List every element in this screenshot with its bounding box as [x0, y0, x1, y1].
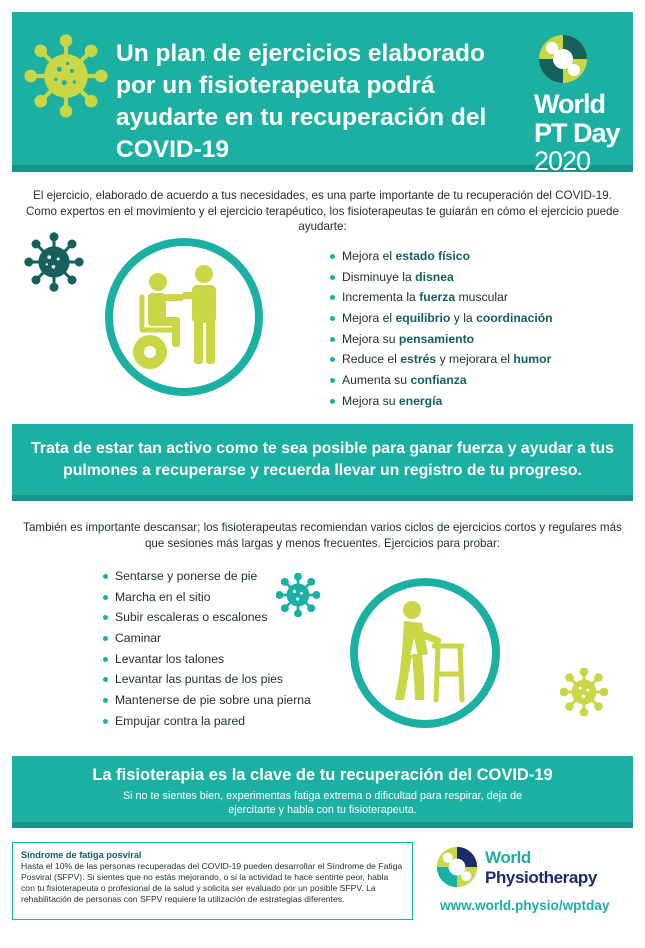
page-title: Un plan de ejercicios elaborado por un fisioterapeuta podrá ayudarte en tu recuperación del COVID-19 [116, 40, 487, 163]
world-physiotherapy-brand [430, 842, 635, 922]
list-item: Sentarse y ponerse de pie [103, 566, 343, 587]
pt-day-word-world: World [534, 89, 605, 119]
list-item: Mejora su energía [330, 391, 630, 412]
fatigue-note-box [12, 842, 413, 920]
banner-rule [12, 495, 633, 501]
footer-subtitle: Si no te sientes bien, experimentas fatiga extrema o dificultad para respirar, deja de ejercitarte y habla con tu fisioterapeuta. [122, 790, 523, 816]
list-item: Aumenta su confianza [330, 370, 630, 391]
brand-word-world: World [485, 848, 531, 867]
list-item: Empujar contra la pared [103, 711, 343, 732]
banner-text: Trata de estar tan activo como te sea posible para ganar fuerza y ayudar a tus pulmones a recuperarse y recuerda llevar un registro de tu progreso. [31, 440, 614, 479]
pt-day-word-ptday: PT Day [534, 118, 620, 148]
activity-banner [12, 424, 633, 501]
intro-paragraph: El ejercicio, elaborado de acuerdo a tus necesidades, es una parte importante de tu recuperación del COVID-19. Como expertos en el movimiento y el ejercicio terapéutico, los fisioterapeutas te guiarán en cómo el ejercicio puede ayudarte: [26, 189, 619, 233]
benefits-list [330, 246, 630, 412]
footer-title: La fisioterapia es la clave de tu recuperación del COVID-19 [92, 766, 553, 784]
note-body: Hasta el 10% de las personas recuperadas del COVID-19 pueden desarrollar el Síndrome de Fatiga Posviral (SFPV). Si sientes que no estás mejorando, o si la actividad te hace sentirte peor, habla con tu fisioterapeuta o profesional de la salud y solicita ser evaluado por un posible SFPV. La rehabilitación de personas con SFPV requiere la utilización de estrategias diferentes. [21, 861, 403, 904]
world-pt-day-logo [524, 34, 624, 176]
footer-rule [12, 822, 633, 828]
list-item: Mantenerse de pie sobre una pierna [103, 690, 343, 711]
person-with-walker-icon [368, 596, 482, 710]
header-banner [12, 12, 633, 176]
world-pt-day-globe-icon [538, 34, 588, 84]
brand-url-link[interactable]: www.world.physio/wptday [440, 898, 610, 913]
list-item: Levantar los talones [103, 649, 343, 670]
list-item: Subir escaleras o escalones [103, 607, 343, 628]
list-item: Mejora el equilibrio y la coordinación [330, 308, 630, 329]
world-physiotherapy-logo-icon [436, 846, 478, 888]
virus-icon [24, 232, 84, 292]
pt-day-year: 2020 [534, 146, 591, 176]
virus-icon [560, 668, 608, 716]
person-assisting-wheelchair-icon [128, 262, 240, 374]
list-item: Mejora el estado físico [330, 246, 630, 267]
brand-word-physiotherapy: Physiotherapy [485, 868, 597, 887]
list-item: Levantar las puntas de los pies [103, 669, 343, 690]
virus-icon [24, 34, 108, 118]
list-item: Marcha en el sitio [103, 587, 343, 608]
list-item: Reduce el estrés y mejorara el humor [330, 349, 630, 370]
note-title: Síndrome de fatiga posviral [21, 850, 142, 860]
virus-icon [276, 573, 320, 617]
list-item: Caminar [103, 628, 343, 649]
list-item: Mejora su pensamiento [330, 329, 630, 350]
footer-banner [12, 756, 633, 828]
list-item: Incrementa la fuerza muscular [330, 287, 630, 308]
rest-paragraph: También es importante descansar; los fisioterapeutas recomiendan varios ciclos de ejercicios cortos y regulares más que sesiones más largas y menos frecuentes. Ejercicios para probar: [23, 521, 622, 550]
list-item: Disminuye la disnea [330, 267, 630, 288]
